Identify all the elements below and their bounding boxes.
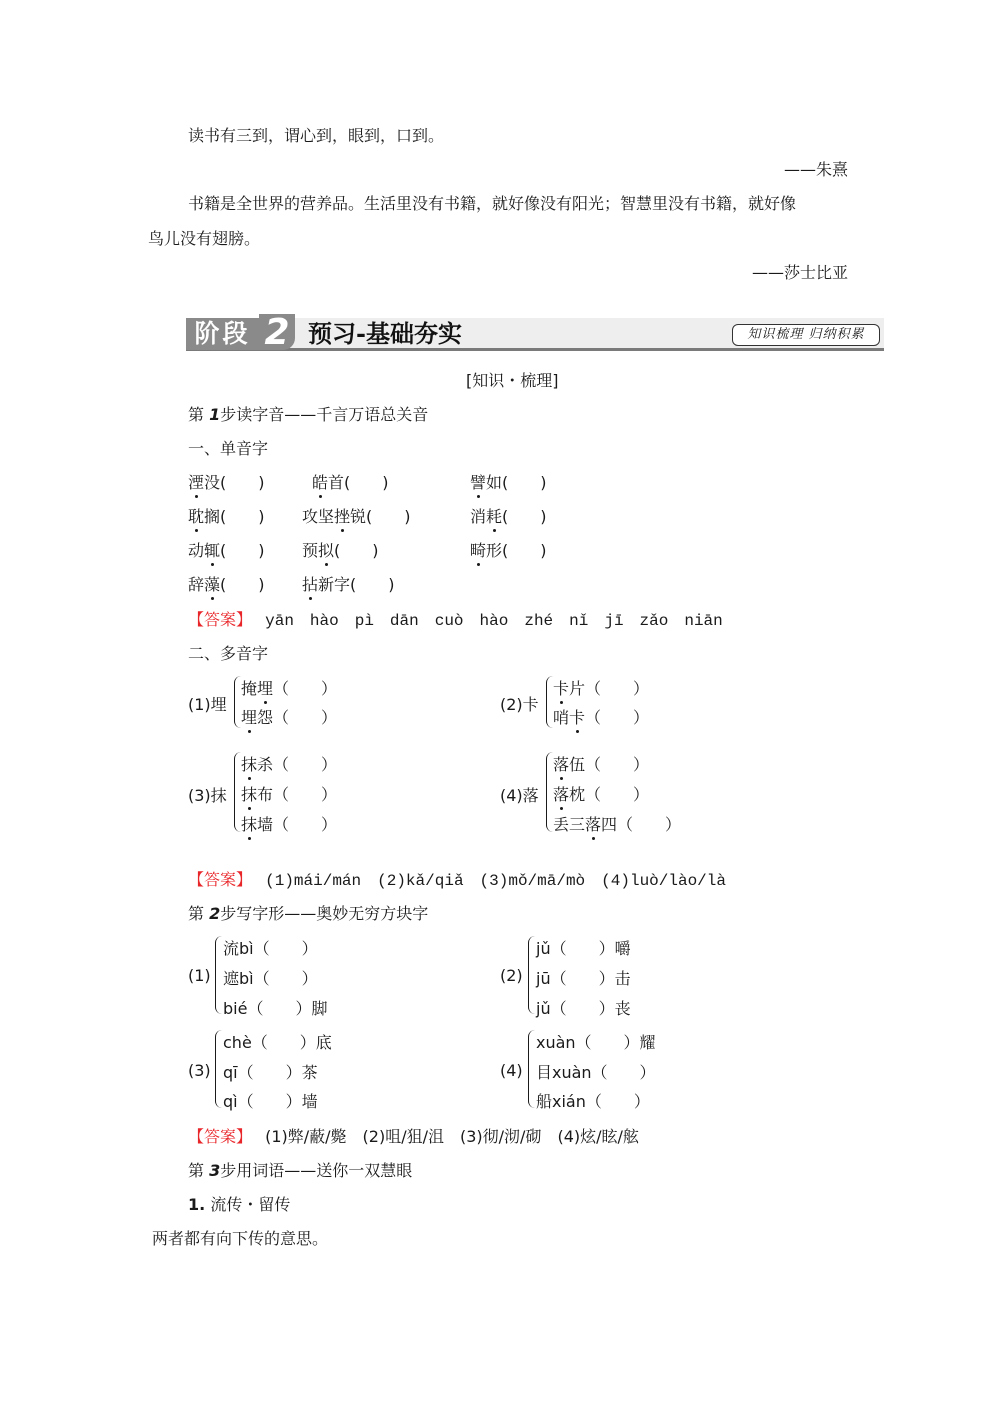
poly-item: 抹墙（ ）	[241, 812, 337, 835]
single-char-item: 预拟( )	[302, 538, 379, 561]
brace-icon	[528, 936, 535, 1014]
answer-label: 【答案】	[188, 870, 253, 889]
single-char-item: 消耗( )	[470, 504, 547, 527]
stage-label: 阶段	[186, 318, 259, 350]
poly-item: 抹布（ ）	[241, 782, 337, 805]
step3-heading: 第 3步用词语——送你一双慧眼	[188, 1161, 413, 1180]
single-char-item: 皓首( )	[312, 470, 389, 493]
glyph-group-label: (4)	[500, 1061, 523, 1080]
poly-item: 掩埋（ ）	[241, 676, 337, 699]
stage-number: 2	[259, 314, 295, 350]
glyph-item: chè（ ）底	[223, 1033, 332, 1052]
glyph-item: qì（ ）墙	[223, 1092, 318, 1111]
part1-heading: 一、单音字	[188, 439, 269, 458]
item-number: 1.	[188, 1195, 206, 1214]
single-char-item: 譬如( )	[470, 470, 547, 493]
answer-label: 【答案】	[188, 610, 253, 629]
part2-heading: 二、多音字	[188, 644, 269, 663]
poly-group-label: (1)埋	[188, 695, 227, 714]
answer-3	[188, 1124, 639, 1147]
glyph-item: jǔ（ ）丧	[536, 999, 631, 1018]
poly-item: 埋怨（ ）	[241, 705, 337, 728]
poly-item: 抹杀（ ）	[241, 752, 337, 775]
step1-number: 1	[209, 405, 221, 424]
glyph-group-label: (2)	[500, 966, 523, 985]
glyph-item: bié（ ）脚	[223, 999, 328, 1018]
single-char-item: 拈新字( )	[302, 572, 395, 595]
quote-1-text: 读书有三到，谓心到，眼到，口到。	[188, 126, 445, 145]
step1-prefix: 第	[188, 405, 205, 424]
brace-icon	[546, 752, 553, 832]
glyph-item: 流bì（ ）	[223, 939, 318, 958]
glyph-item: xuàn（ ）耀	[536, 1033, 656, 1052]
banner-tag: 知识梳理 归纳积累	[732, 324, 880, 346]
brace-icon	[215, 1030, 222, 1108]
section-title: [知识・梳理]	[466, 371, 559, 390]
step2-heading: 第 2步写字形——奥妙无穷方块字	[188, 904, 429, 923]
brace-icon	[234, 676, 241, 728]
glyph-item: 目xuàn（ ）	[536, 1063, 656, 1082]
poly-item: 丢三落四（ ）	[553, 812, 681, 835]
answer-text: (1)mái/mán (2)kǎ/qiǎ (3)mǒ/mā/mò (4)luò/lào/là	[265, 872, 726, 890]
brace-icon	[546, 676, 553, 728]
single-char-item: 辞藻( )	[188, 572, 265, 595]
item-title: 流传・留传	[210, 1195, 291, 1214]
glyph-group-label: (1)	[188, 966, 211, 985]
poly-group-label: (2)卡	[500, 695, 539, 714]
single-char-item: 攻坚挫锐( )	[302, 504, 411, 527]
quote-2-text-line1: 书籍是全世界的营养品。生活里没有书籍，就好像没有阳光；智慧里没有书籍，就好像	[188, 194, 797, 213]
banner-underline	[186, 348, 884, 351]
brace-icon	[528, 1030, 535, 1108]
poly-item: 落枕（ ）	[553, 782, 649, 805]
glyph-item: jǔ（ ）嚼	[536, 939, 631, 958]
poly-item: 哨卡（ ）	[553, 705, 649, 728]
step3-item-1-desc: 两者都有向下传的意思。	[152, 1229, 329, 1248]
brace-icon	[234, 752, 241, 832]
step1-title: 步读字音——千言万语总关音	[220, 405, 429, 424]
single-char-item: 动辄( )	[188, 538, 265, 561]
poly-item: 落伍（ ）	[553, 752, 649, 775]
quote-1-author: ——朱熹	[783, 160, 848, 179]
answer-label: 【答案】	[188, 1127, 253, 1146]
glyph-item: qī（ ）茶	[223, 1063, 318, 1082]
answer-text: yān hào pì dān cuò hào zhé nǐ jī zǎo niān	[265, 612, 723, 630]
glyph-group-label: (3)	[188, 1061, 211, 1080]
quote-2-text-line2: 鸟儿没有翅膀。	[148, 229, 261, 248]
single-char-item: 湮没( )	[188, 470, 265, 493]
answer-text: (1)弊/蔽/斃 (2)咀/狙/沮 (3)彻/沏/砌 (4)炫/眩/舷	[265, 1127, 639, 1146]
step1-heading	[188, 402, 428, 425]
step3-item-1	[188, 1192, 290, 1215]
poly-group-label: (3)抹	[188, 786, 227, 805]
answer-2	[188, 867, 726, 890]
banner-title: 预习-基础夯实	[308, 319, 462, 348]
step2-number: 2	[209, 904, 221, 923]
single-char-item: 畸形( )	[470, 538, 547, 561]
poly-group-label: (4)落	[500, 786, 539, 805]
step3-number: 3	[209, 1161, 221, 1180]
single-char-item: 耽搁( )	[188, 504, 265, 527]
brace-icon	[215, 936, 222, 1014]
poly-item: 卡片（ ）	[553, 676, 649, 699]
glyph-item: 遮bì（ ）	[223, 969, 318, 988]
quote-2-author: ——莎士比亚	[751, 263, 848, 282]
glyph-item: jū（ ）击	[536, 969, 631, 988]
glyph-item: 船xián（ ）	[536, 1092, 650, 1111]
answer-1	[188, 607, 723, 630]
